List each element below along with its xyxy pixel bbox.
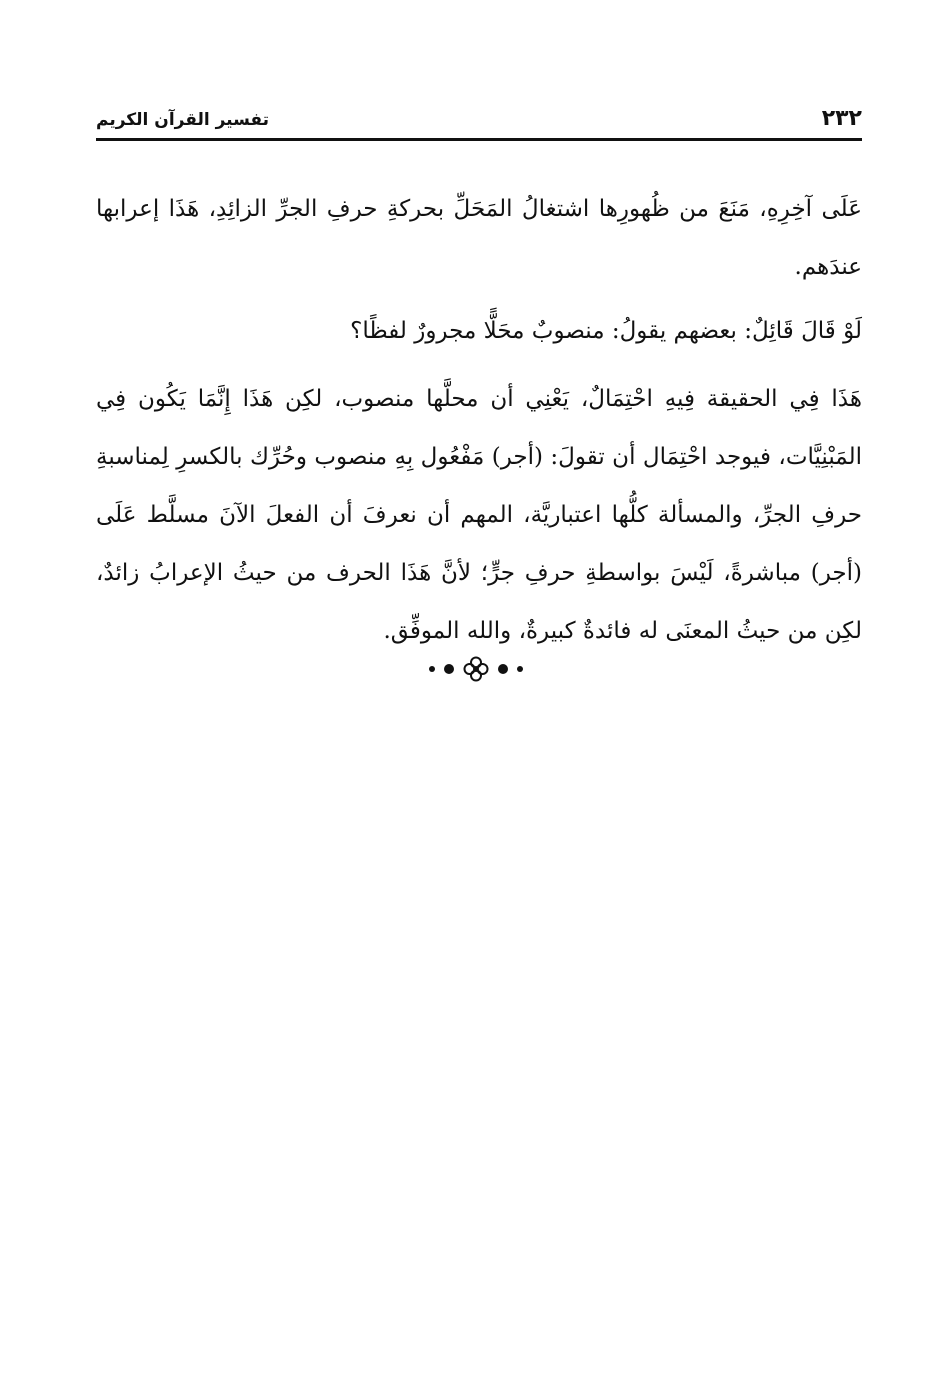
paragraph-3-text: هَذَا فِي الحقيقة فِيهِ احْتِمَالٌ، يَعْنِي أن محلَّها منصوب، لكِن هَذَا إِنَّمَا يَكُون فِي المَبْنِيَّات، فيوجد احْتِمَال أن تقولَ: (أجر) مَفْعُول بِهِ منصوب وحُرِّك بالكسرِ لِمناسبةِ حرفِ الجرِّ، والمسألة كلُّها اعتباريَّة، المهم أن نعرفَ أن الفعلَ الآنَ مسلَّط عَلَى (أجر) مباشرةً، لَيْسَ بواسطةِ حرفِ جرٍّ؛ لأنَّ هَذَا الحرف من حيثُ الإعرابُ زائدٌ، لكِن من حيثُ المعنَى له فائدةٌ كبيرةٌ، والله الموفِّق. <box>96 386 862 644</box>
ornament-dot-icon <box>517 666 523 672</box>
page-header <box>96 104 862 138</box>
paragraph-3 <box>96 370 862 660</box>
paragraph-1 <box>96 180 862 296</box>
paragraph-2 <box>96 302 862 360</box>
body-text <box>96 180 862 660</box>
paragraph-1-text: عَلَى آخِرِهِ، مَنَعَ من ظُهورِها اشتغالُ المَحَلِّ بحركةِ حرفِ الجرِّ الزائِدِ، هَذَا إعرابها عندَهم. <box>96 196 862 280</box>
paragraph-2-lead: لَوْ قَالَ قَائِلٌ: <box>744 318 862 344</box>
ornament-dot-icon <box>429 666 435 672</box>
section-ornament <box>396 654 556 684</box>
running-title: تفسير القرآن الكريم <box>96 110 270 130</box>
page-number: ٢٣٢ <box>821 106 862 131</box>
header-rule <box>96 138 862 141</box>
ornament-dot-icon <box>444 664 454 674</box>
paragraph-2-text: بعضهم يقولُ: منصوبٌ محَلًّا مجرورٌ لفظًا؟ <box>350 318 745 344</box>
ornament-dot-icon <box>498 664 508 674</box>
floral-separator-icon <box>463 656 489 682</box>
